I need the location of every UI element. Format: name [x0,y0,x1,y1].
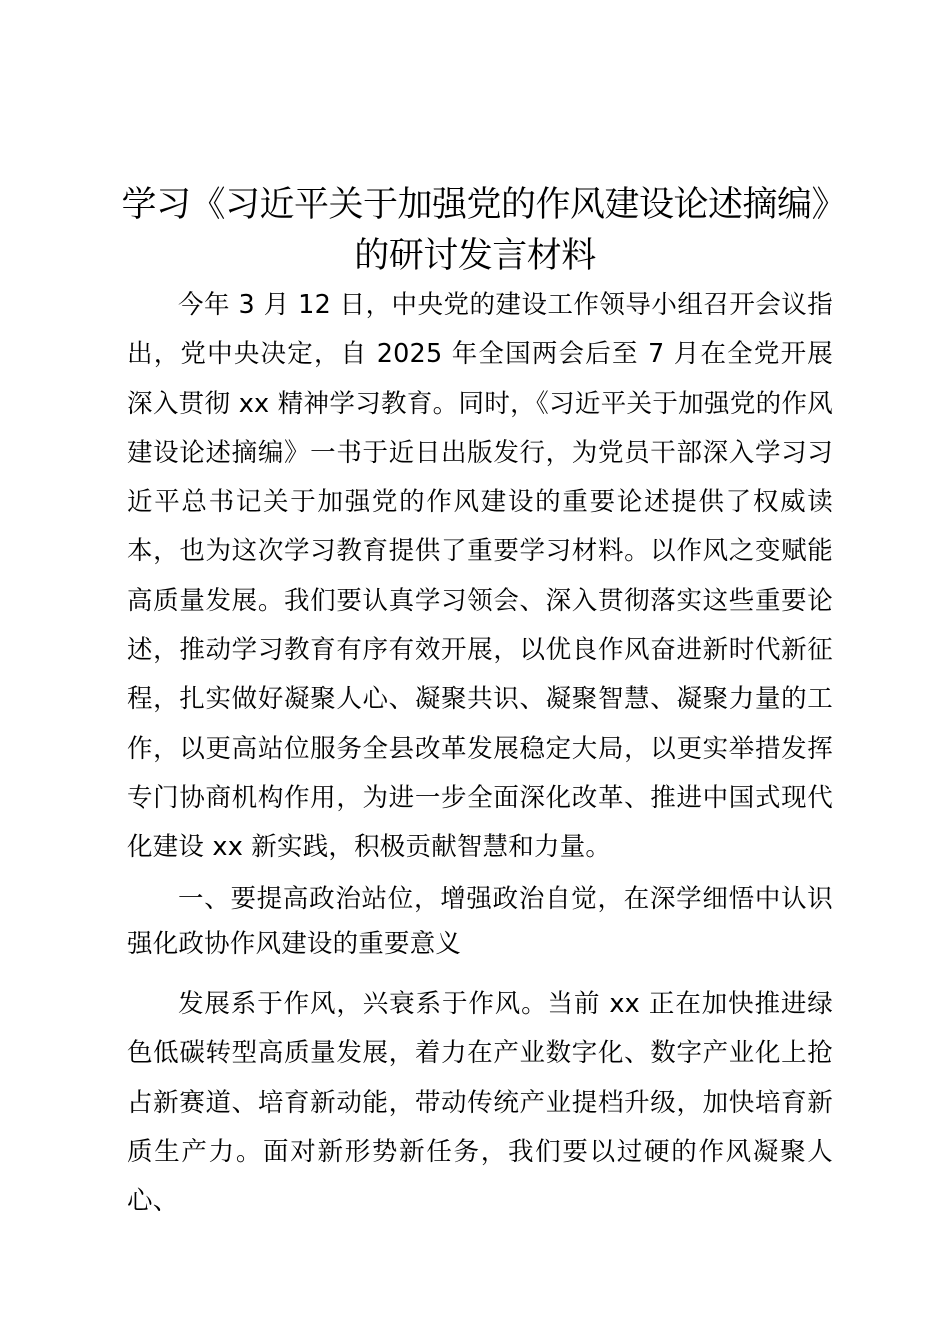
body-paragraph: 发展系于作风，兴衰系于作风。当前 xx 正在加快推进绿色低碳转型高质量发展，着力在产业数字化、数字产业化上抢占新赛道、培育新动能，带动传统产业提档升级，加快培育新质生产力。面对新形势新任务，我们要以过硬的作风凝聚人心、 [127,989,833,1217]
section-heading: 一、要提高政治站位，增强政治自觉，在深学细悟中认识强化政协作风建设的重要意义 [127,884,833,959]
document-title: 学习《习近平关于加强党的作风建设论述摘编》的研讨发言材料 [121,185,829,276]
body-paragraph: 今年 3 月 12 日，中央党的建设工作领导小组召开会议指出，党中央决定，自 2025 年全国两会后至 7 月在全党开展深入贯彻 xx 精神学习教育。同时，《习近平关于加强党的作风建设论述摘编》一书于近日出版发行，为党员干部深入学习习近平总书记关于加强党的作风建设的重要论述提供了权威读本，也为这次学习教育提供了重要学习材料。以作风之变赋能高质量发展。我们要认真学习领会、深入贯彻落实这些重要论述，推动学习教育有序有效开展，以优良作风奋进新时代新征程，扎实做好凝聚人心、凝聚共识、凝聚智慧、凝聚力量的工作，以更高站位服务全县改革发展稳定大局，以更实举措发挥专门协商机构作用，为进一步全面深化改革、推进中国式现代化建设 xx 新实践，积极贡献智慧和力量。 [127,290,833,863]
